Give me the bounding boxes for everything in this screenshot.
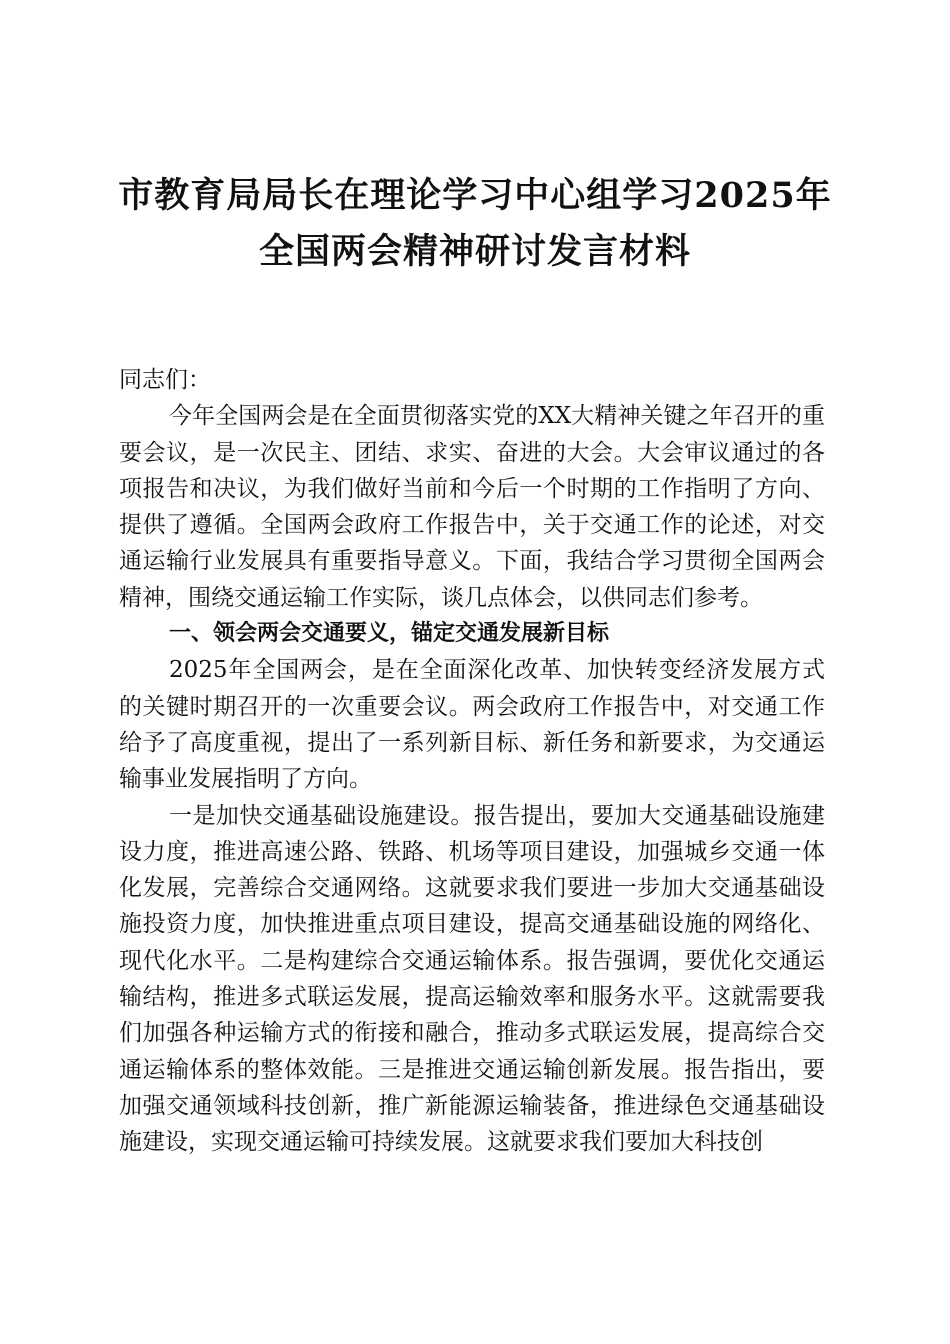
salutation: 同志们： [119,367,211,393]
title-line-2: 全国两会精神研讨发言材料 [258,231,691,272]
paragraph-intro: 今年全国两会是在全面贯彻落实党的XX大精神关键之年召开的重要会议，是一次民主、团结、求实、奋进的大会。大会审议通过的各项报告和决议，为我们做好当前和今后一个时期的工作指明了方向、提供了遵循。全国两会政府工作报告中，关于交通工作的论述，对交通运输行业发展具有重要指导意义。下面，我结合学习贯彻全国两会精神，围绕交通运输工作实际，谈几点体会，以供同志们参考。 [119,403,825,611]
document-body [119,362,825,1161]
document-title [95,168,855,280]
title-line-1: 市教育局局长在理论学习中心组学习2025年 [118,175,832,216]
section-heading-1: 一、领会两会交通要义，锚定交通发展新目标 [169,621,610,647]
paragraph-section1-points: 一是加快交通基础设施建设。报告提出，要加大交通基础设施建设力度，推进高速公路、铁路、机场等项目建设，加强城乡交通一体化发展，完善综合交通网络。这就要求我们要进一步加大交通基础设施投资力度，加快推进重点项目建设，提高交通基础设施的网络化、现代化水平。二是构建综合交通运输体系。报告强调，要优化交通运输结构，推进多式联运发展，提高运输效率和服务水平。这就需要我们加强各种运输方式的衔接和融合，推动多式联运发展，提高综合交通运输体系的整体效能。三是推进交通运输创新发展。报告指出，要加强交通领域科技创新，推广新能源运输装备，推进绿色交通基础设施建设，实现交通运输可持续发展。这就要求我们要加大科技创 [119,802,825,1156]
paragraph-section1-overview: 2025年全国两会，是在全面深化改革、加快转变经济发展方式的关键时期召开的一次重要会议。两会政府工作报告中，对交通工作给予了高度重视，提出了一系列新目标、新任务和新要求，为交通运输事业发展指明了方向。 [119,657,825,793]
